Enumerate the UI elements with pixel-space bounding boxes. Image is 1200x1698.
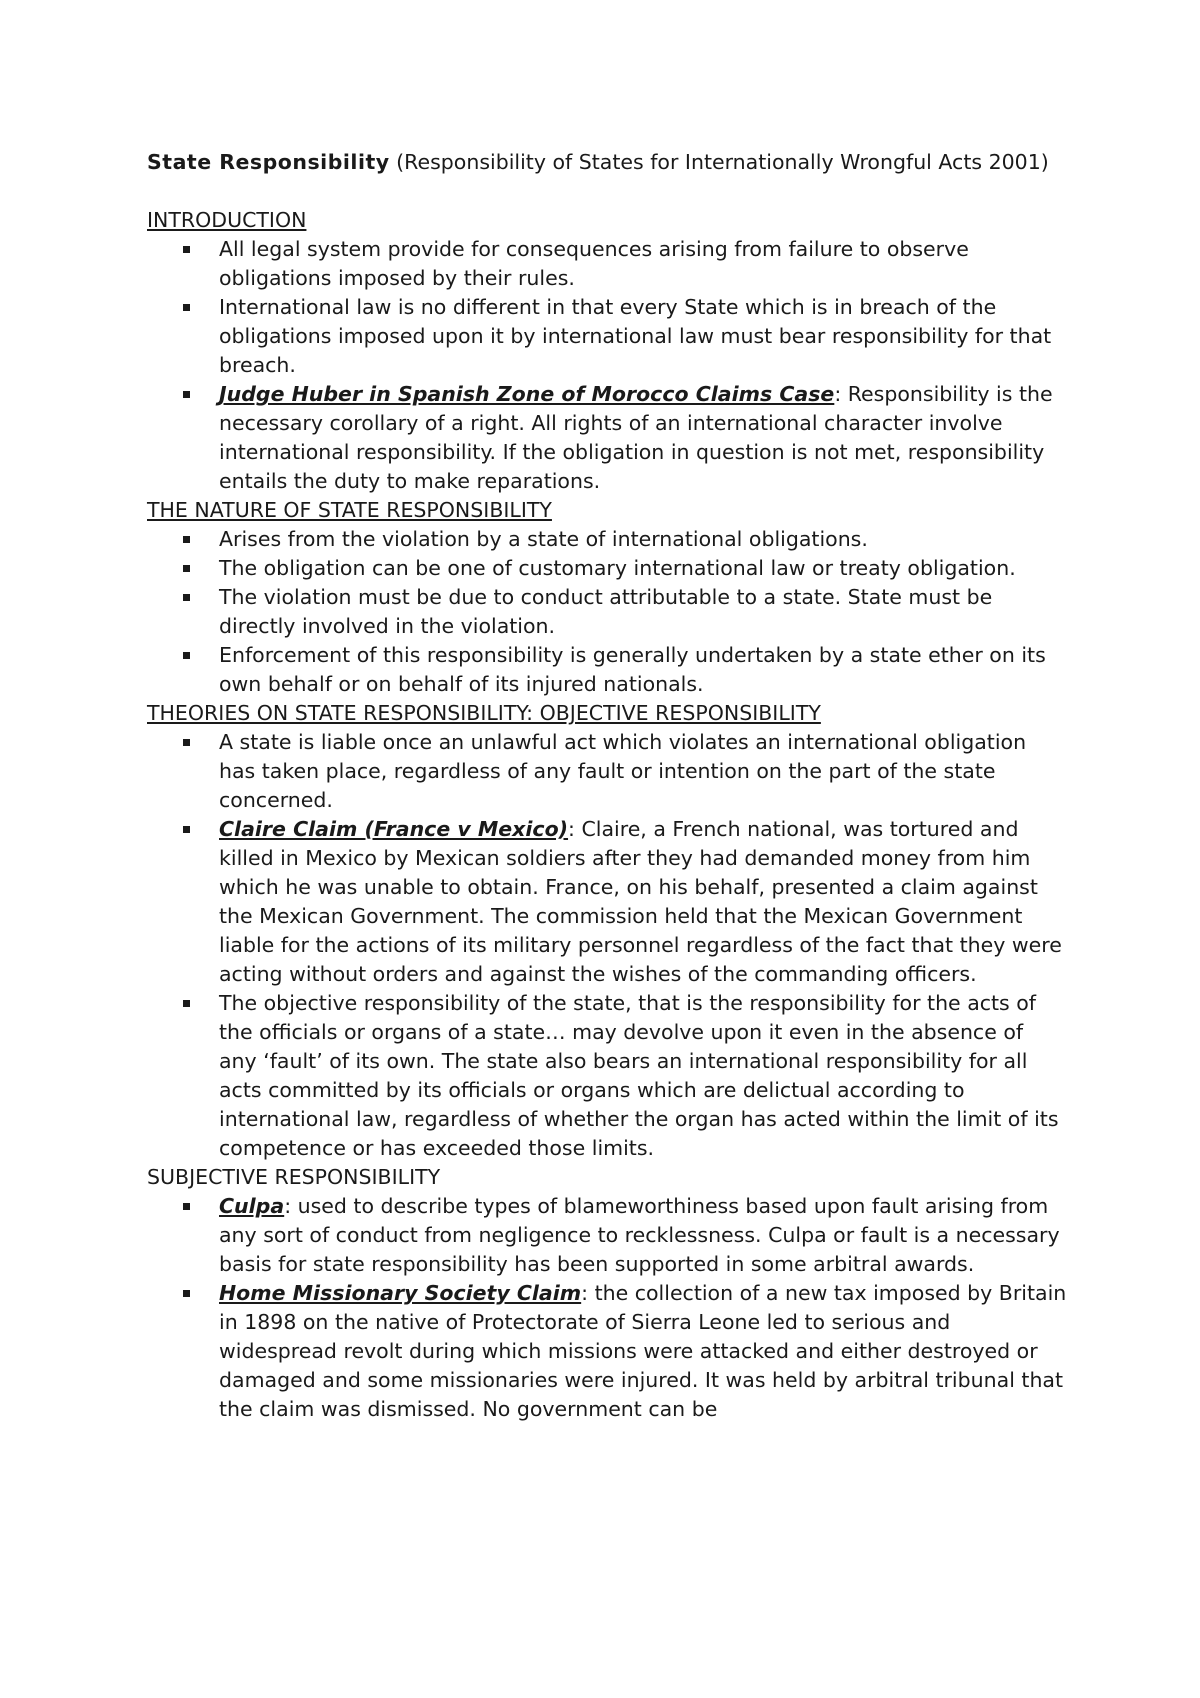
item-text: The obligation can be one of customary international law or treaty obligation. xyxy=(219,556,1016,580)
item-text: The violation must be due to conduct attributable to a state. State must be directly involved in the violation. xyxy=(219,585,993,638)
square-bullet-icon xyxy=(183,391,190,398)
section-heading: THEORIES ON STATE RESPONSIBILITY: OBJECTIVE RESPONSIBILITY xyxy=(147,701,821,725)
square-bullet-icon xyxy=(183,536,190,543)
list-item xyxy=(147,728,1067,815)
square-bullet-icon xyxy=(183,304,190,311)
list-item xyxy=(147,1192,1067,1279)
section-heading: SUBJECTIVE RESPONSIBILITY xyxy=(147,1165,441,1189)
square-bullet-icon xyxy=(183,1000,190,1007)
list-item xyxy=(147,554,1067,583)
section-heading: INTRODUCTION xyxy=(147,208,307,232)
bullet-list xyxy=(147,525,1067,699)
list-item xyxy=(147,525,1067,554)
square-bullet-icon xyxy=(183,826,190,833)
case-name: Claire Claim (France v Mexico) xyxy=(219,817,569,841)
section xyxy=(147,699,1067,1163)
list-item xyxy=(147,235,1067,293)
square-bullet-icon xyxy=(183,246,190,253)
list-item xyxy=(147,641,1067,699)
item-text: All legal system provide for consequences arising from failure to observe obligations imposed by their rules. xyxy=(219,237,969,290)
document-body xyxy=(147,206,1067,1424)
square-bullet-icon xyxy=(183,739,190,746)
title-subtitle: (Responsibility of States for Internationally Wrongful Acts 2001) xyxy=(389,150,1049,174)
item-text: A state is liable once an unlawful act which violates an international obligation has taken place, regardless of any fault or intention on the part of the state concerned. xyxy=(219,730,1027,812)
case-name: Culpa xyxy=(219,1194,285,1218)
bullet-list xyxy=(147,235,1067,496)
list-item xyxy=(147,583,1067,641)
blank-line xyxy=(147,177,1067,206)
section xyxy=(147,496,1067,699)
list-item xyxy=(147,815,1067,989)
list-item xyxy=(147,1279,1067,1424)
item-text: : used to describe types of blameworthiness based upon fault arising from any sort of conduct from negligence to recklessness. Culpa or fault is a necessary basis for state responsibility has been supported in some arbitral awards. xyxy=(219,1194,1060,1276)
item-text: Enforcement of this responsibility is generally undertaken by a state ether on its own behalf or on behalf of its injured nationals. xyxy=(219,643,1046,696)
square-bullet-icon xyxy=(183,652,190,659)
item-text: The objective responsibility of the state, that is the responsibility for the acts of the officials or organs of a state… may devolve upon it even in the absence of any ‘fault’ of its own. The state also bears an international responsibility for all acts committed by its officials or organs which are delictual according to international law, regardless of whether the organ has acted within the limit of its competence or has exceeded those limits. xyxy=(219,991,1059,1160)
item-text: : Claire, a French national, was tortured and killed in Mexico by Mexican soldiers after they had demanded money from him which he was unable to obtain. France, on his behalf, presented a claim against the Mexican Government. The commission held that the Mexican Government liable for the actions of its military personnel regardless of the fact that they were acting without orders and against the wishes of the commanding officers. xyxy=(219,817,1062,986)
bullet-list xyxy=(147,1192,1067,1424)
list-item xyxy=(147,989,1067,1163)
square-bullet-icon xyxy=(183,1290,190,1297)
item-text: : Responsibility is the necessary corollary of a right. All rights of an international character involve international responsibility. If the obligation in question is not met, responsibility entails the duty to make reparations. xyxy=(219,382,1053,493)
item-text: : the collection of a new tax imposed by Britain in 1898 on the native of Protectorate of Sierra Leone led to serious and widespread revolt during which missions were attacked and either destroyed or damaged and some missionaries were injured. It was held by arbitral tribunal that the claim was dismissed. No government can be xyxy=(219,1281,1067,1421)
square-bullet-icon xyxy=(183,565,190,572)
case-name: Judge Huber in Spanish Zone of Morocco Claims Case xyxy=(219,382,835,406)
square-bullet-icon xyxy=(183,594,190,601)
square-bullet-icon xyxy=(183,1203,190,1210)
list-item xyxy=(147,380,1067,496)
section-heading: THE NATURE OF STATE RESPONSIBILITY xyxy=(147,498,552,522)
list-item xyxy=(147,293,1067,380)
bullet-list xyxy=(147,728,1067,1163)
case-name: Home Missionary Society Claim xyxy=(219,1281,582,1305)
section xyxy=(147,1163,1067,1424)
item-text: International law is no different in that every State which is in breach of the obligations imposed upon it by international law must bear responsibility for that breach. xyxy=(219,295,1052,377)
section xyxy=(147,206,1067,496)
document-title xyxy=(147,148,1067,177)
document-page xyxy=(147,148,1067,1424)
title-bold: State Responsibility xyxy=(147,150,390,174)
item-text: Arises from the violation by a state of international obligations. xyxy=(219,527,868,551)
